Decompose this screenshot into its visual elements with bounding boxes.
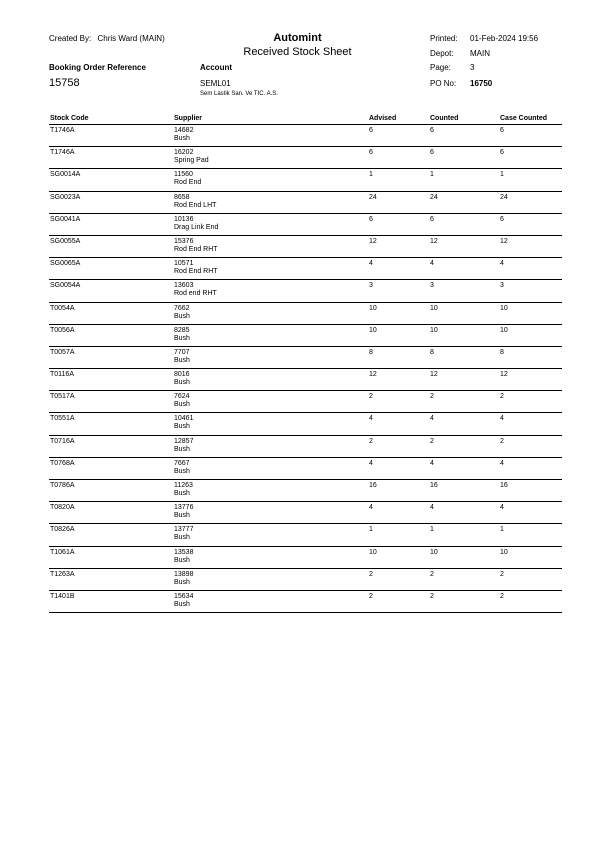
stock-code: SG0055A bbox=[50, 237, 81, 245]
table-row bbox=[49, 480, 562, 502]
case-counted-qty: 4 bbox=[500, 415, 504, 423]
stock-code: T0551A bbox=[50, 415, 75, 423]
case-counted-qty: 24 bbox=[500, 193, 508, 201]
case-counted-qty: 10 bbox=[500, 326, 508, 334]
supplier-number: 16202 bbox=[174, 149, 194, 157]
stock-code: T0116A bbox=[50, 371, 74, 379]
advised-qty: 8 bbox=[369, 348, 373, 356]
advised-qty: 2 bbox=[369, 592, 373, 600]
counted-qty: 1 bbox=[430, 171, 434, 179]
part-description: Bush bbox=[174, 556, 190, 564]
supplier-cell bbox=[174, 305, 190, 321]
supplier-cell bbox=[174, 171, 201, 187]
col-advised: Advised bbox=[369, 115, 397, 122]
part-description: Drag Link End bbox=[174, 223, 219, 231]
part-description: Bush bbox=[174, 490, 190, 497]
part-description: Rod End LHT bbox=[174, 201, 217, 209]
part-description: Bush bbox=[174, 312, 190, 320]
advised-qty: 24 bbox=[369, 193, 377, 201]
stock-code: T0056A bbox=[50, 326, 75, 334]
supplier-cell bbox=[174, 460, 190, 476]
supplier-cell bbox=[174, 393, 190, 409]
case-counted-qty: 10 bbox=[500, 548, 508, 556]
col-supplier: Supplier bbox=[174, 115, 203, 122]
advised-qty: 4 bbox=[369, 415, 373, 423]
case-counted-qty: 1 bbox=[500, 526, 504, 534]
table-row bbox=[49, 147, 562, 169]
advised-qty: 2 bbox=[369, 437, 373, 445]
counted-qty: 10 bbox=[430, 326, 438, 334]
table-row bbox=[49, 436, 562, 458]
supplier-number: 11263 bbox=[174, 482, 193, 489]
table-row bbox=[49, 214, 562, 236]
supplier-cell bbox=[174, 526, 193, 542]
supplier-cell bbox=[174, 327, 190, 343]
supplier-number: 13776 bbox=[174, 504, 194, 512]
supplier-number: 7662 bbox=[174, 304, 190, 312]
supplier-number: 14682 bbox=[174, 127, 194, 134]
supplier-cell bbox=[174, 438, 193, 454]
case-counted-qty: 4 bbox=[500, 260, 504, 268]
part-description: Bush bbox=[174, 334, 190, 342]
depot-value: MAIN bbox=[470, 49, 490, 58]
case-counted-qty: 16 bbox=[500, 482, 508, 489]
part-description: Bush bbox=[174, 578, 190, 586]
printed-value: 01-Feb-2024 19:56 bbox=[470, 34, 539, 43]
counted-qty: 6 bbox=[430, 127, 434, 134]
table-row bbox=[49, 458, 562, 480]
counted-qty: 2 bbox=[430, 570, 434, 578]
counted-qty: 4 bbox=[430, 260, 434, 268]
advised-qty: 6 bbox=[369, 215, 373, 223]
table-row bbox=[49, 369, 562, 391]
advised-qty: 2 bbox=[369, 393, 373, 401]
counted-qty: 10 bbox=[430, 548, 438, 556]
stock-code: SG0054A bbox=[50, 282, 81, 290]
case-counted-qty: 12 bbox=[500, 237, 508, 245]
counted-qty: 6 bbox=[430, 215, 434, 223]
case-counted-qty: 2 bbox=[500, 570, 504, 578]
stock-code: T0768A bbox=[50, 459, 75, 467]
table-row bbox=[49, 125, 562, 147]
supplier-cell bbox=[174, 371, 190, 387]
counted-qty: 10 bbox=[430, 304, 438, 312]
col-stock-code: Stock Code bbox=[50, 115, 89, 122]
part-description: Rod End RHT bbox=[174, 245, 218, 253]
table-row bbox=[49, 547, 562, 569]
part-description: Bush bbox=[174, 445, 190, 453]
depot-label: Depot: bbox=[430, 49, 454, 58]
table-row bbox=[49, 303, 562, 325]
case-counted-qty: 12 bbox=[500, 371, 508, 379]
stock-code: T0820A bbox=[50, 504, 75, 512]
table-row bbox=[49, 325, 562, 347]
table-row bbox=[49, 280, 562, 302]
po-label: PO No: bbox=[430, 79, 457, 88]
part-description: Spring Pad bbox=[174, 157, 209, 165]
stock-code: T1263A bbox=[50, 570, 75, 578]
advised-qty: 10 bbox=[369, 304, 377, 312]
part-description: Bush bbox=[174, 401, 190, 409]
counted-qty: 1 bbox=[430, 526, 434, 534]
table-body bbox=[49, 125, 562, 613]
part-description: Bush bbox=[174, 356, 190, 364]
supplier-number: 10571 bbox=[174, 260, 194, 268]
case-counted-qty: 6 bbox=[500, 215, 504, 223]
supplier-cell bbox=[174, 282, 217, 298]
supplier-cell bbox=[174, 549, 193, 565]
part-description: Bush bbox=[174, 512, 190, 520]
stock-code: SG0041A bbox=[50, 215, 81, 223]
advised-qty: 6 bbox=[369, 127, 373, 134]
supplier-number: 7667 bbox=[174, 459, 190, 467]
stock-code: T0716A bbox=[50, 437, 75, 445]
table-row bbox=[49, 591, 562, 613]
supplier-cell bbox=[174, 216, 218, 232]
printed-label: Printed: bbox=[430, 34, 458, 43]
created-by-label: Created By: bbox=[49, 34, 92, 43]
counted-qty: 8 bbox=[430, 348, 434, 356]
supplier-number: 8658 bbox=[174, 193, 190, 201]
counted-qty: 3 bbox=[430, 282, 434, 290]
stock-code: T1746A bbox=[50, 149, 75, 157]
stock-code: T0517A bbox=[50, 393, 75, 401]
supplier-cell bbox=[174, 482, 193, 498]
counted-qty: 16 bbox=[430, 482, 438, 489]
counted-qty: 4 bbox=[430, 459, 434, 467]
supplier-number: 12857 bbox=[174, 437, 194, 445]
stock-code: T0826A bbox=[50, 526, 75, 534]
sheet-title: Received Stock Sheet bbox=[243, 46, 352, 58]
advised-qty: 1 bbox=[369, 171, 373, 179]
stock-code: T1746A bbox=[50, 127, 75, 134]
supplier-cell bbox=[174, 127, 193, 143]
supplier-number: 10461 bbox=[174, 415, 194, 423]
table-row bbox=[49, 502, 562, 524]
supplier-cell bbox=[174, 571, 193, 587]
advised-qty: 16 bbox=[369, 482, 377, 489]
created-by-value: Chris Ward (MAIN) bbox=[97, 34, 165, 43]
supplier-number: 15634 bbox=[174, 592, 194, 600]
booking-label: Booking Order Reference bbox=[49, 63, 146, 72]
counted-qty: 2 bbox=[430, 393, 434, 401]
supplier-cell bbox=[174, 593, 193, 609]
counted-qty: 4 bbox=[430, 504, 434, 512]
case-counted-qty: 8 bbox=[500, 348, 504, 356]
counted-qty: 2 bbox=[430, 592, 434, 600]
part-description: Bush bbox=[174, 534, 190, 542]
counted-qty: 12 bbox=[430, 237, 438, 245]
counted-qty: 24 bbox=[430, 193, 438, 201]
case-counted-qty: 2 bbox=[500, 592, 504, 600]
case-counted-qty: 1 bbox=[500, 171, 504, 179]
table-header bbox=[49, 115, 562, 125]
supplier-number: 15376 bbox=[174, 237, 194, 245]
advised-qty: 12 bbox=[369, 371, 377, 379]
po-value: 16750 bbox=[470, 79, 493, 88]
stock-code: SG0023A bbox=[50, 193, 81, 201]
part-description: Bush bbox=[174, 467, 190, 475]
advised-qty: 4 bbox=[369, 504, 373, 512]
counted-qty: 6 bbox=[430, 149, 434, 157]
stock-code: T0786A bbox=[50, 482, 75, 489]
supplier-number: 13898 bbox=[174, 570, 194, 578]
supplier-number: 7624 bbox=[174, 393, 190, 401]
table-row bbox=[49, 391, 562, 413]
page-value: 3 bbox=[470, 63, 475, 72]
part-description: Rod End RHT bbox=[174, 268, 218, 276]
company-name: Automint bbox=[273, 32, 322, 44]
counted-qty: 4 bbox=[430, 415, 434, 423]
stock-code: SG0014A bbox=[50, 171, 81, 179]
table-row bbox=[49, 569, 562, 591]
case-counted-qty: 2 bbox=[500, 437, 504, 445]
case-counted-qty: 3 bbox=[500, 282, 504, 290]
table-row bbox=[49, 258, 562, 280]
account-name: Sem Lastik San. Ve TIC. A.S. bbox=[200, 91, 278, 97]
stock-code: T1061A bbox=[50, 548, 75, 556]
table-row bbox=[49, 524, 562, 546]
supplier-number: 10136 bbox=[174, 215, 194, 223]
supplier-number: 8285 bbox=[174, 326, 190, 334]
supplier-number: 11560 bbox=[174, 171, 193, 179]
stock-code: T0057A bbox=[50, 348, 75, 356]
advised-qty: 4 bbox=[369, 260, 373, 268]
supplier-cell bbox=[174, 349, 190, 365]
stock-code: T1401B bbox=[50, 592, 75, 600]
advised-qty: 3 bbox=[369, 282, 373, 290]
supplier-cell bbox=[174, 238, 218, 254]
account-label: Account bbox=[200, 63, 232, 72]
case-counted-qty: 6 bbox=[500, 149, 504, 157]
part-description: Bush bbox=[174, 379, 190, 387]
counted-qty: 12 bbox=[430, 371, 438, 379]
advised-qty: 2 bbox=[369, 570, 373, 578]
supplier-cell bbox=[174, 194, 216, 210]
table-row bbox=[49, 413, 562, 435]
col-case-counted: Case Counted bbox=[500, 115, 548, 122]
table-row bbox=[49, 192, 562, 214]
case-counted-qty: 2 bbox=[500, 393, 504, 401]
supplier-number: 13777 bbox=[174, 526, 194, 534]
table-row bbox=[49, 236, 562, 258]
supplier-cell bbox=[174, 260, 218, 276]
case-counted-qty: 6 bbox=[500, 127, 504, 134]
advised-qty: 4 bbox=[369, 459, 373, 467]
advised-qty: 10 bbox=[369, 326, 377, 334]
supplier-number: 7707 bbox=[174, 348, 190, 356]
account-value: SEML01 bbox=[200, 79, 231, 88]
advised-qty: 10 bbox=[369, 548, 377, 556]
advised-qty: 12 bbox=[369, 237, 377, 245]
stock-code: T0054A bbox=[50, 304, 75, 312]
stock-code: SG0065A bbox=[50, 260, 81, 268]
part-description: Rod End bbox=[174, 179, 202, 187]
supplier-cell bbox=[174, 149, 209, 165]
part-description: Bush bbox=[174, 600, 190, 608]
counted-qty: 2 bbox=[430, 437, 434, 445]
case-counted-qty: 4 bbox=[500, 459, 504, 467]
page-label: Page: bbox=[430, 63, 451, 72]
table-row bbox=[49, 347, 562, 369]
col-counted: Counted bbox=[430, 115, 459, 122]
supplier-cell bbox=[174, 504, 193, 520]
advised-qty: 6 bbox=[369, 149, 373, 157]
advised-qty: 1 bbox=[369, 526, 373, 534]
booking-value: 15758 bbox=[49, 77, 80, 89]
case-counted-qty: 10 bbox=[500, 304, 508, 312]
case-counted-qty: 4 bbox=[500, 504, 504, 512]
supplier-number: 13538 bbox=[174, 548, 194, 556]
part-description: Bush bbox=[174, 135, 190, 142]
supplier-number: 13603 bbox=[174, 282, 194, 290]
supplier-number: 8016 bbox=[174, 371, 190, 379]
supplier-cell bbox=[174, 415, 193, 431]
part-description: Rod end RHT bbox=[174, 290, 217, 298]
table-row bbox=[49, 169, 562, 191]
part-description: Bush bbox=[174, 423, 190, 431]
stock-table bbox=[49, 115, 562, 613]
